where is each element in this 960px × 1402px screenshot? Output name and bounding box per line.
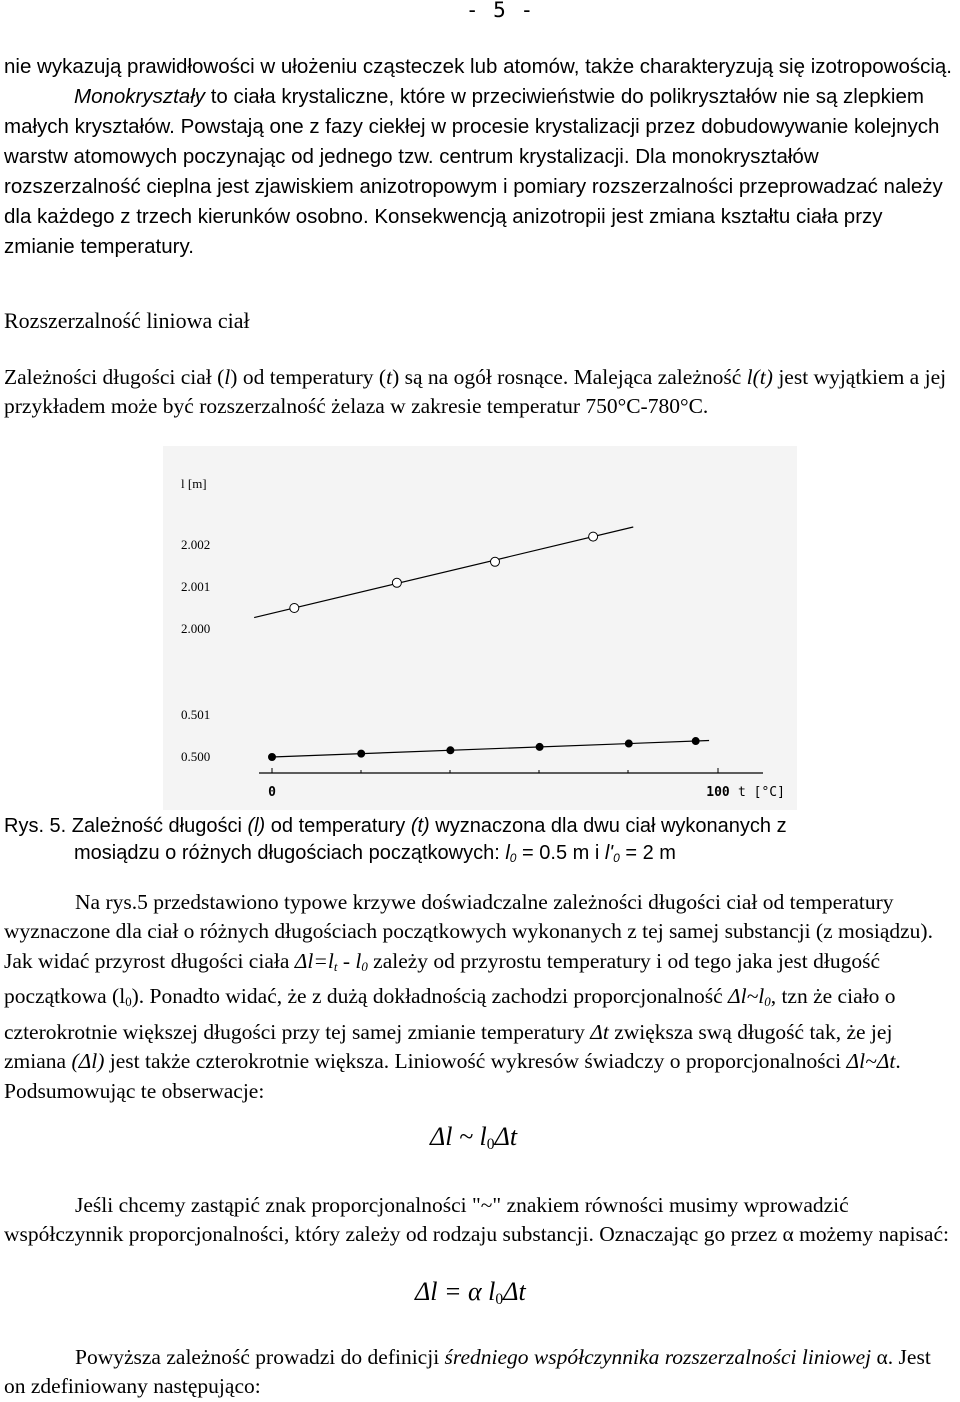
page-number: - 5 - <box>465 0 535 22</box>
dependency-paragraph: Zależności długości ciał (l) od temperatury (t) są na ogół rosnące. Malejąca zależność l(t) jest wyjątkiem a jej przykładem może być rozszerzalność żelaza w zakresie temperatur 750°C-780°C. <box>4 365 947 419</box>
data-point-filled <box>536 743 543 750</box>
y-axis-label: l [m] <box>181 476 207 491</box>
y-tick-label: 0.500 <box>181 749 211 764</box>
formula-proportionality: Δl ~ $l_0\Delta t$ <box>430 1122 518 1153</box>
figure-chart <box>163 446 797 810</box>
data-point-filled <box>625 740 632 747</box>
data-point-open <box>392 578 401 587</box>
series-line-05m <box>272 741 709 757</box>
x-tick-label: 0 <box>268 785 276 800</box>
y-tick-label: 2.002 <box>181 537 211 552</box>
rys-paragraph: Na rys.5 przedstawiono typowe krzywe doświadczalne zależności długości ciał od temperatury wyznaczone dla ciał o różnych długościach początkowych wykonanych z tej samej substancji (z mosiądzu). Jak widać przyrost długości ciała $\Delta l=l_t - l_0$ zależy od przyrostu temperatury i od tego jaka jest długość początkowa $(l_0)$. Ponadto widać, że z dużą dokładnością zachodzi proporcjonalność $\Delta l\sim l_0$, tzn że ciało o czterokrotnie większej długości przy tej samej zmianie temperatury Δt zwiększa swą długość tak, że jej zmiana (Δl) jest także czterokrotnie większa. Liniowość wykresów świadczy o proporcjonalności Δl~Δt. Podsumowując te obserwacje: <box>4 890 933 1103</box>
y-tick-label: 0.501 <box>181 707 211 722</box>
term-monocrystals: Monokryształy <box>74 85 206 108</box>
series-line-2m <box>254 527 633 618</box>
data-point-filled <box>692 738 699 745</box>
data-point-open <box>589 532 598 541</box>
data-point-open <box>491 557 500 566</box>
x-tick-label: 100 <box>706 785 730 800</box>
data-point-filled <box>269 754 276 761</box>
data-point-open <box>290 604 299 613</box>
data-point-filled <box>358 750 365 757</box>
y-tick-label: 2.001 <box>181 579 211 594</box>
formula-linear-expansion: Δl = α $l_0\Delta t$ <box>415 1277 526 1308</box>
y-tick-label: 2.000 <box>181 621 211 636</box>
intro-paragraph: nie wykazują prawidłowości w ułożeniu cząsteczek lub atomów, także charakteryzują się izotropowością. Monokryształy to ciała krystaliczne, które w przeciwieństwie do polikryształów nie są zlepkiem małych kryształów. Powstają one z fazy ciekłej w procesie krystalizacji przez dobudowywanie kolejnych warstw atomowych poczynając od jednego tzw. centrum krystalizacji. Dla monokryształów rozszerzalność cieplna jest zjawiskiem anizotropowym i pomiary rozszerzalności przeprowadzać należy dla każdego z trzech kierunków osobno. Konsekwencją anizotropii jest zmiana kształtu ciała przy zmianie temperatury. <box>4 55 952 258</box>
last-paragraph: Powyższa zależność prowadzi do definicji średniego współczynnika rozszerzalności liniowej α. Jest on zdefiniowany następująco: <box>4 1345 931 1399</box>
constant-paragraph: Jeśli chcemy zastąpić znak proporcjonalności "~" znakiem równości musimy wprowadzić współczynnik proporcjonalności, który zależy od rodzaju substancji. Oznaczając go przez α możemy napisać: <box>4 1193 949 1247</box>
data-point-filled <box>447 747 454 754</box>
x-axis-label: t [°C] <box>738 785 785 800</box>
figure-caption: Rys. 5. Zależność długości (l) od temperatury (t) wyznaczona dla dwu ciał wykonanych z mosiądzu o różnych długościach początkowych: $l_0 = 0.5$ m i $l'_0 = 2$ m <box>4 815 787 865</box>
section-heading: Rozszerzalność liniowa ciał <box>4 308 250 333</box>
chart-svg <box>163 446 797 810</box>
